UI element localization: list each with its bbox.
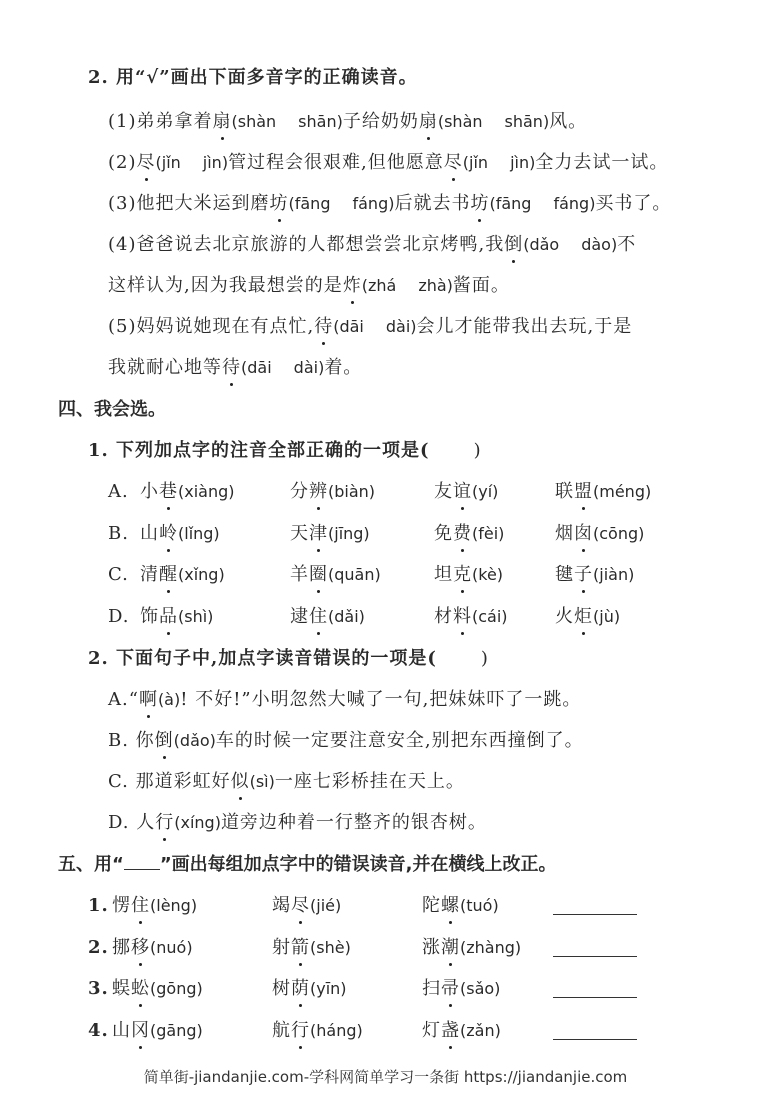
sec4-q2-option-b: B. 你倒(dǎo)车的时候一定要注意安全,别把东西撞倒了。	[108, 730, 584, 751]
sec4-q2-option-a: A.“啊(à)! 不好!”小明忽然大喊了一句,把妹妹吓了一跳。	[108, 689, 582, 710]
option-word: 小巷(xiàng)	[140, 481, 235, 502]
row-number: 1.	[88, 895, 109, 916]
option-word: 逮住(dǎi)	[290, 605, 365, 627]
option-word: 毽子(jiàn)	[555, 564, 635, 585]
q2-sentence-2: (2)尽(jǐn jìn)管过程会很艰难,但他愿意尽(jǐn jìn)全力去试一试。	[108, 152, 669, 173]
option-label: C.	[108, 564, 129, 585]
row-number: 3.	[88, 978, 109, 999]
option-word: 饰品(shì)	[140, 605, 214, 627]
word-item: 愣住(lèng)	[112, 895, 198, 916]
word-item: 挪移(nuó)	[112, 936, 193, 958]
section-4-title: 四、我会选。	[58, 399, 166, 420]
word-item: 扫帚(sǎo)	[422, 978, 501, 999]
option-word: 天津(jīng)	[290, 522, 370, 544]
row-number: 4.	[88, 1019, 109, 1041]
option-word: 火炬(jù)	[555, 605, 621, 627]
word-item: 竭尽(jié)	[272, 895, 342, 916]
q2-sentence-5b: 我就耐心地等待(dāi dài)着。	[108, 357, 363, 378]
option-label: D.	[108, 605, 130, 627]
sec4-q2-title: 2. 下面句子中,加点字读音错误的一项是( )	[88, 648, 489, 669]
option-word: 山岭(lǐng)	[140, 522, 220, 544]
option-word: 坦克(kè)	[434, 564, 504, 585]
sec4-q1-title: 1. 下列加点字的注音全部正确的一项是( )	[88, 440, 482, 461]
footer-watermark: 简单街-jiandanjie.com-学科网简单学习一条街 https://jiandanjie.com	[143, 1068, 628, 1086]
answer-line[interactable]	[553, 914, 637, 915]
option-label: B.	[108, 522, 129, 544]
option-word: 友谊(yí)	[434, 481, 499, 502]
word-item: 山冈(gāng)	[112, 1019, 203, 1041]
option-word: 烟囱(cōng)	[555, 522, 645, 544]
answer-line[interactable]	[553, 1039, 637, 1040]
word-item: 陀螺(tuó)	[422, 895, 499, 916]
option-word: 免费(fèi)	[434, 522, 505, 544]
option-word: 联盟(méng)	[555, 481, 652, 502]
word-item: 蜈蚣(gōng)	[112, 978, 203, 999]
word-item: 树荫(yīn)	[272, 978, 347, 999]
q2-title: 2. 用“√”画出下面多音字的正确读音。	[88, 67, 418, 88]
word-item: 航行(háng)	[272, 1019, 363, 1041]
sec4-q2-option-c: C. 那道彩虹好似(sì)一座七彩桥挂在天上。	[108, 771, 465, 792]
q2-sentence-1: (1)弟弟拿着扇(shàn shān)子给奶奶扇(shàn shān)风。	[108, 111, 588, 132]
word-item: 灯盏(zǎn)	[422, 1019, 501, 1041]
answer-line[interactable]	[553, 997, 637, 998]
option-label: A.	[108, 481, 129, 502]
sec4-q2-option-d: D. 人行(xíng)道旁边种着一行整齐的银杏树。	[108, 812, 487, 833]
option-word: 羊圈(quān)	[290, 564, 381, 585]
option-word: 材料(cái)	[434, 605, 508, 627]
option-word: 分辨(biàn)	[290, 481, 376, 502]
q2-sentence-4a: (4)爸爸说去北京旅游的人都想尝尝北京烤鸭,我倒(dǎo dào)不	[108, 234, 637, 255]
q2-sentence-5a: (5)妈妈说她现在有点忙,待(dāi dài)会儿才能带我出去玩,于是	[108, 316, 633, 337]
option-word: 清醒(xǐng)	[140, 564, 225, 585]
answer-line[interactable]	[553, 956, 637, 957]
q2-sentence-3: (3)他把大米运到磨坊(fāng fáng)后就去书坊(fāng fáng)买书了。	[108, 193, 672, 214]
row-number: 2.	[88, 936, 109, 958]
q2-sentence-4b: 这样认为,因为我最想尝的是炸(zhá zhà)酱面。	[108, 275, 510, 296]
word-item: 涨潮(zhàng)	[422, 936, 522, 958]
section-5-title: 五、用“ ”画出每组加点字中的错误读音,并在横线上改正。	[58, 854, 557, 875]
word-item: 射箭(shè)	[272, 936, 351, 958]
